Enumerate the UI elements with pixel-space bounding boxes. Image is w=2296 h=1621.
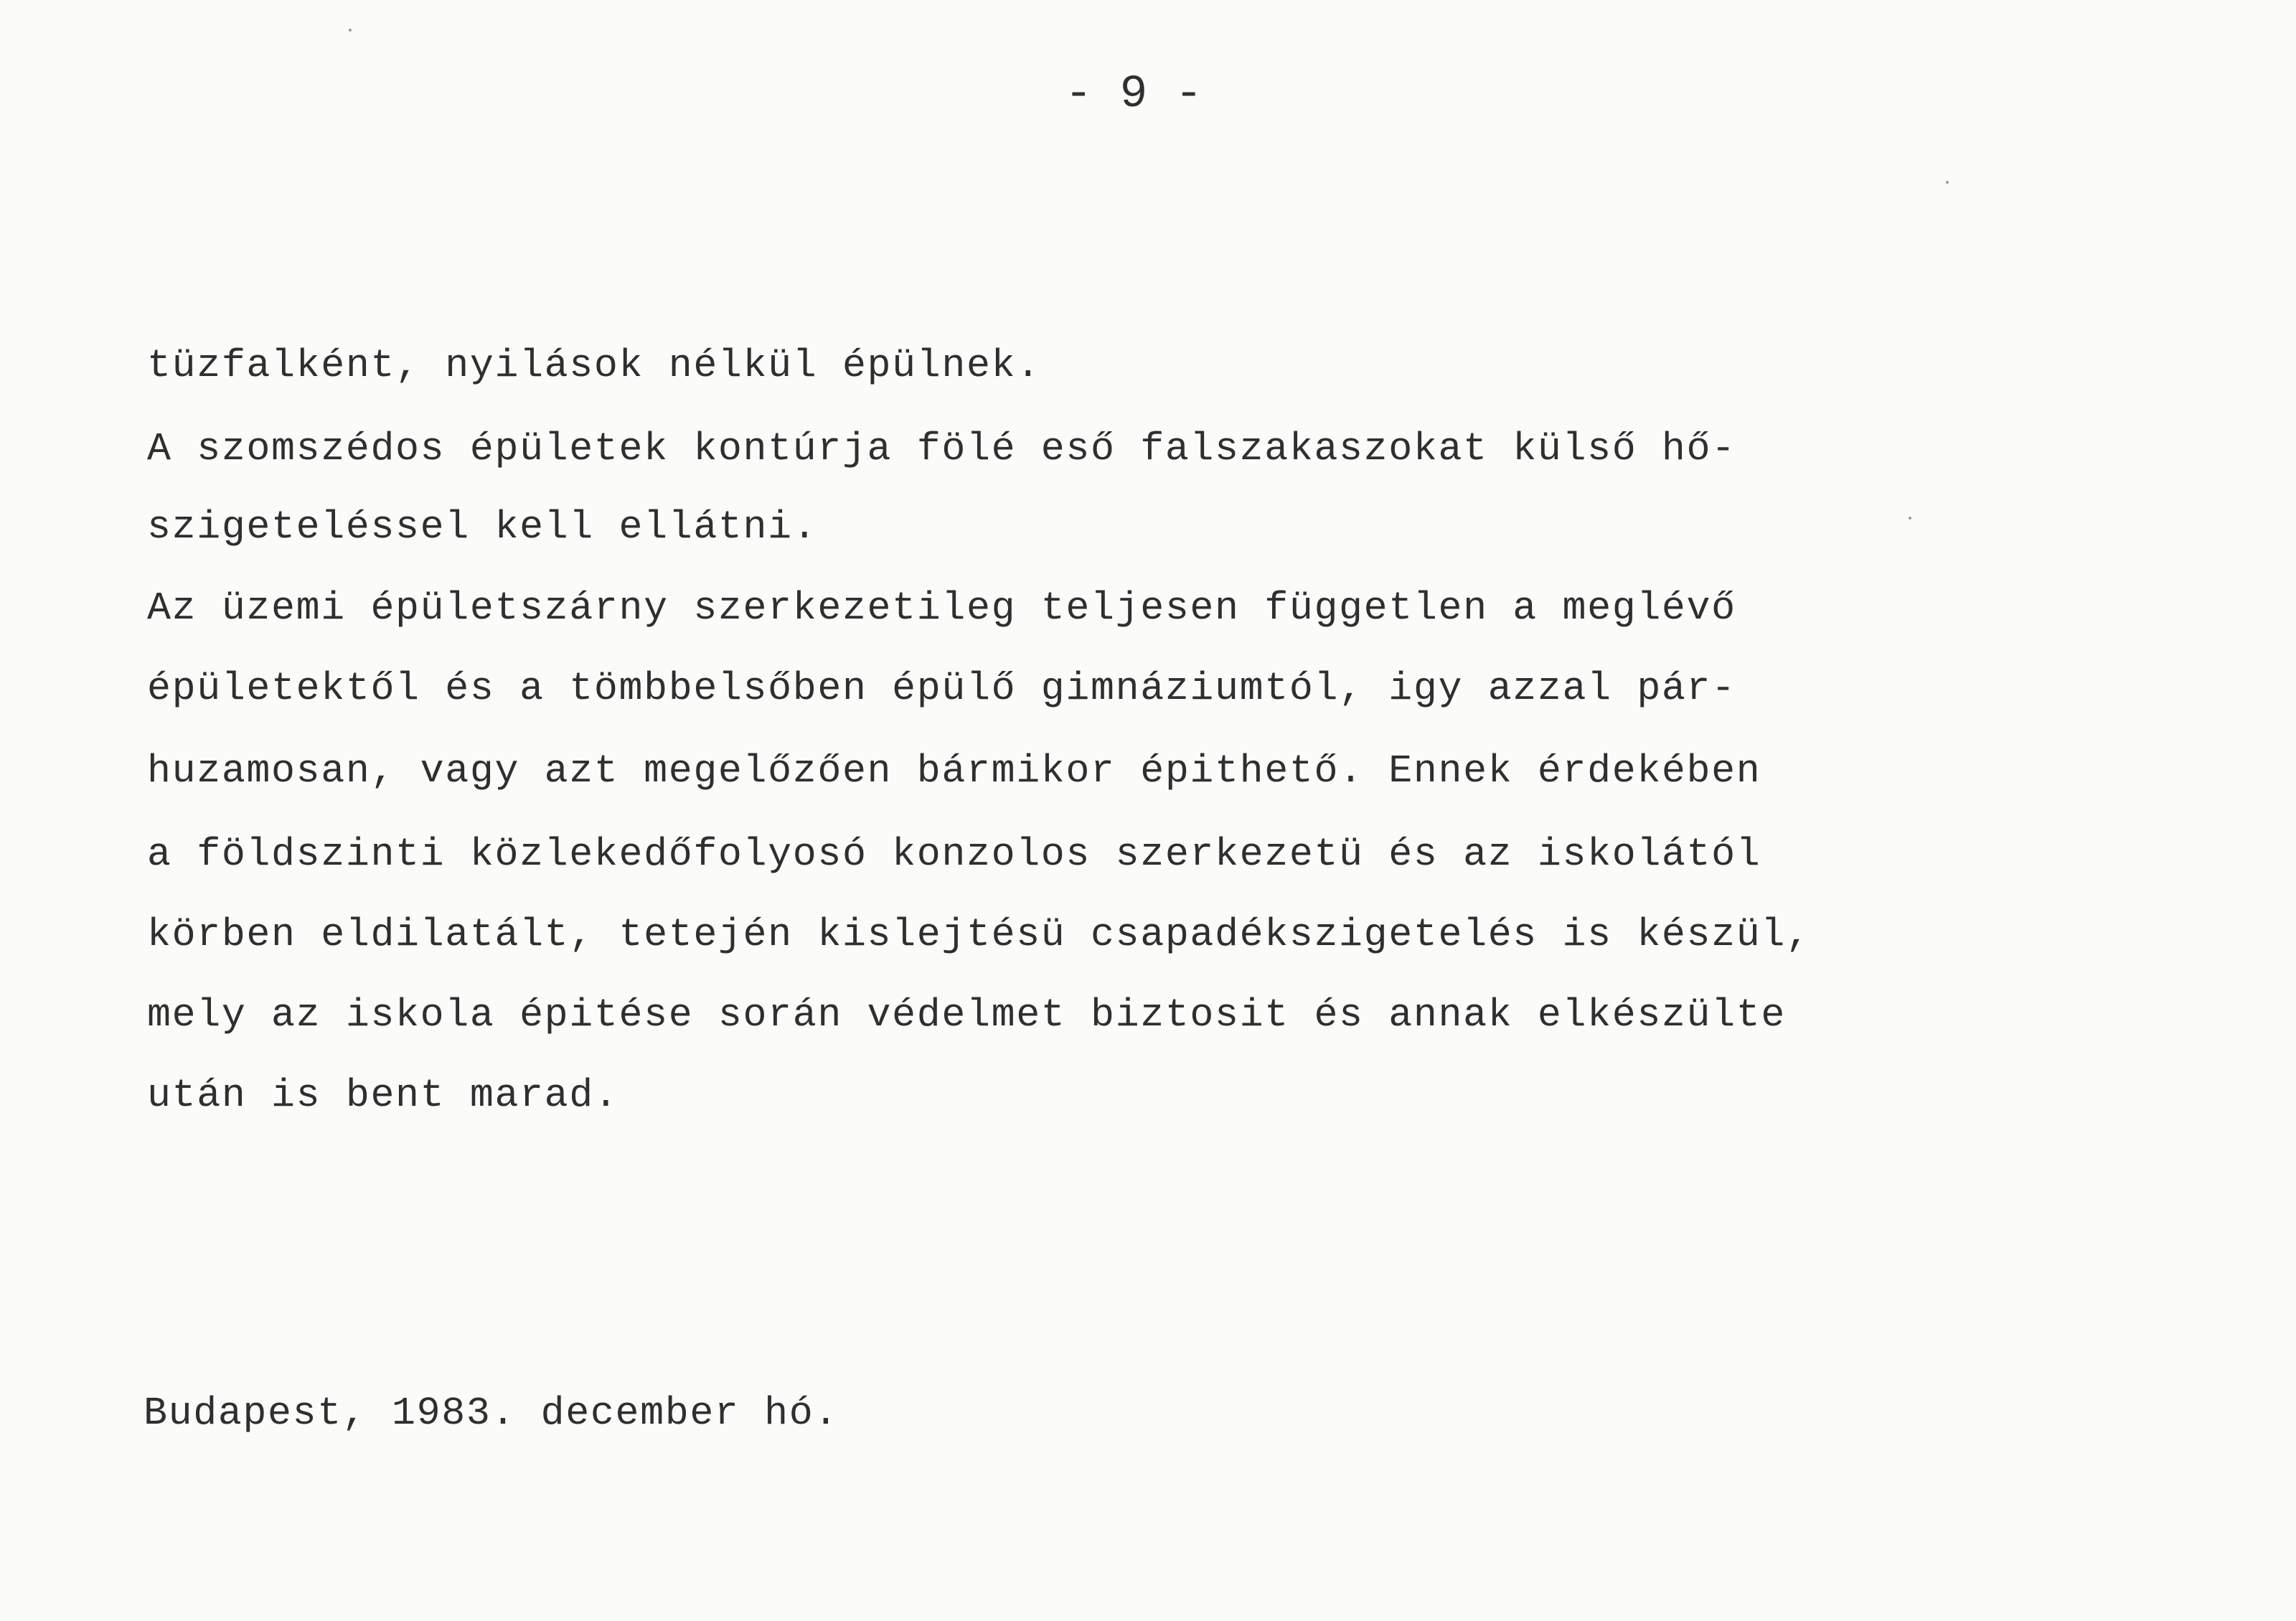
text-line: mely az iskola épitése során védelmet biztosit és annak elkészülte xyxy=(147,992,1786,1038)
text-line: huzamosan, vagy azt megelőzően bármikor épithető. Ennek érdekében xyxy=(147,748,1761,794)
paper-speck xyxy=(1909,517,1911,520)
text-line: tüzfalként, nyilások nélkül épülnek. xyxy=(147,343,1041,388)
text-line: körben eldilatált, tetején kislejtésü csapadékszigetelés is készül, xyxy=(147,912,1811,957)
text-line: után is bent marad. xyxy=(147,1073,619,1118)
paper-speck xyxy=(1946,181,1949,184)
text-line: Az üzemi épületszárny szerkezetileg teljesen független a meglévő xyxy=(147,586,1736,631)
text-line: szigeteléssel kell ellátni. xyxy=(147,504,818,550)
text-line: épületektől és a tömbbelsőben épülő gimnáziumtól, igy azzal pár- xyxy=(147,666,1736,711)
text-line: a földszinti közlekedőfolyosó konzolos szerkezetü és az iskolától xyxy=(147,832,1761,877)
text-line: A szomszédos épületek kontúrja fölé eső falszakaszokat külső hő- xyxy=(147,426,1736,471)
paper-speck xyxy=(349,29,352,32)
page-number: - 9 - xyxy=(1064,69,1203,121)
place-date-line: Budapest, 1983. december hó. xyxy=(144,1391,839,1436)
